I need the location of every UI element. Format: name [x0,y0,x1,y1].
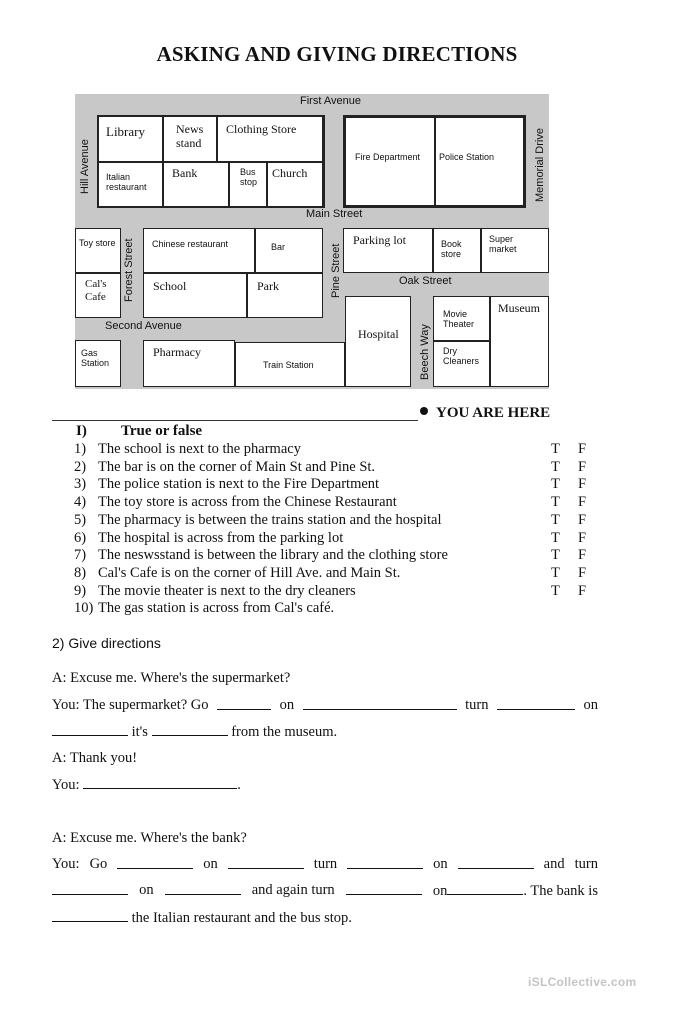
hill-avenue-label: Hill Avenue [79,139,91,194]
blank-input[interactable] [52,909,128,922]
gas-station-label: Gas Station [81,348,110,369]
blank-input[interactable] [52,882,128,895]
tf-question-row [74,547,448,564]
police-station-label: Police Station [439,152,495,162]
blank-input[interactable] [152,723,228,736]
bar [255,228,323,273]
section-true-false-heading [76,423,202,440]
chinese-restaurant [143,228,255,273]
clothing-store-label: Clothing Store [226,122,297,136]
question-text: The gas station is across from Cal's café. [98,600,335,616]
dialogue1-line3 [52,776,241,794]
dialogue2-line1 [52,856,598,873]
question-number: 3) [74,476,87,492]
true-option[interactable]: T [551,476,560,492]
question-number: 1) [74,441,87,457]
blank-input[interactable] [117,856,193,869]
d1-l1-text: on [583,697,598,713]
true-option[interactable]: T [551,512,560,528]
blank-input[interactable] [346,882,422,895]
library-label: Library [106,124,145,139]
question-text: The toy store is across from the Chinese Restaurant [98,494,397,510]
dialogue1-line1 [52,697,598,714]
dry-cleaners-label: Dry Cleaners [443,346,480,367]
question-number: 7) [74,547,87,563]
second-avenue-label: Second Avenue [105,320,182,332]
church-label: Church [272,166,308,180]
d1-l2-text: it's [131,724,148,740]
tf-question-row [74,441,301,458]
question-text: The movie theater is next to the dry cleaners [98,583,356,599]
dialogue2-line3 [52,909,352,927]
tf-question-row [74,476,379,493]
book-store-label: Book store [441,239,462,260]
false-option[interactable]: F [578,512,587,528]
first-avenue-label: First Avenue [300,95,361,107]
chinese-restaurant-label: Chinese restaurant [152,239,229,249]
bar-label: Bar [271,242,286,252]
question-number: 5) [74,512,87,528]
parking-lot-label: Parking lot [353,233,406,247]
blank-input[interactable] [228,856,304,869]
question-text: The school is next to the pharmacy [98,441,301,457]
cals-cafe-label: Cal's Cafe [85,278,107,303]
question-number: 9) [74,583,87,599]
beech-way-label: Beech Way [419,324,431,380]
d1-l3-text: You: [52,777,80,793]
blank-input[interactable] [217,697,271,710]
d2-l2-text: and again turn [251,882,335,898]
d1-l2-text: from the museum. [231,724,338,740]
italian-restaurant-label: Italian restaurant [106,172,147,193]
tf-question-row [74,459,375,476]
toy-store [75,228,121,273]
false-option[interactable]: F [578,583,587,599]
false-option[interactable]: F [578,441,587,457]
train-station-label: Train Station [263,360,314,370]
you-are-here-label: YOU ARE HERE [436,405,551,421]
d1-l1-text: turn [465,697,489,713]
blank-input[interactable] [165,882,241,895]
blank-input[interactable] [347,856,423,869]
d2-l1-text: turn [313,856,338,872]
watermark: iSLCollective.com [528,975,637,989]
tf-question-row [74,600,334,617]
question-text: The bar is on the corner of Main St and Pine St. [98,459,376,475]
d2-l2-text: on [432,883,448,899]
tf-question-row [74,512,441,529]
tf-options [551,583,605,600]
d1-l1-text: on [279,697,295,713]
d2-l1-text: on [433,856,448,872]
d2-l2-text: . The bank is [523,883,598,899]
memorial-drive-label: Memorial Drive [534,128,546,202]
false-option[interactable]: F [578,565,587,581]
question-text: The neswsstand is between the library and the clothing store [98,547,448,563]
tf-options [551,565,605,582]
pharmacy-label: Pharmacy [153,345,201,359]
dialogue1-line2 [52,723,337,741]
question-number: 4) [74,494,87,510]
section-give-directions-heading: 2) Give directions [52,635,161,651]
question-number: 10) [74,600,94,616]
park-label: Park [257,279,279,293]
d1-l3-text: . [237,777,241,793]
true-option[interactable]: T [551,441,560,457]
false-option[interactable]: F [578,494,587,510]
true-option[interactable]: T [551,583,560,599]
movie-theater-label: Movie Theater [443,309,475,330]
dot-icon [420,407,428,415]
section-heading-text: True or false [121,423,203,439]
dialogue1-question: A: Excuse me. Where's the supermarket? [52,670,291,686]
news-stand-label: News stand [176,122,204,150]
tf-options [551,441,605,458]
false-option[interactable]: F [578,530,587,546]
hospital-label: Hospital [358,327,399,341]
tf-options [551,547,605,564]
blank-input[interactable] [458,856,534,869]
bank-label: Bank [172,166,198,180]
blank-input[interactable] [52,723,128,736]
question-text: The police station is next to the Fire Department [98,476,380,492]
tf-options [551,512,605,529]
false-option[interactable]: F [578,459,587,475]
d2-l1-text: You: [52,856,80,872]
false-option[interactable]: F [578,476,587,492]
school-label: School [153,279,187,293]
question-text: Cal's Cafe is on the corner of Hill Ave. and Main St. [98,565,401,581]
true-option[interactable]: T [551,459,560,475]
dialogue2-question: A: Excuse me. Where's the bank? [52,830,247,846]
tf-options [551,476,605,493]
d2-l3-text: the Italian restaurant and the bus stop. [131,910,352,926]
section-number: I) [76,423,87,439]
tf-question-row [74,583,356,600]
bus-stop-label: Bus stop [240,167,258,188]
divider-line [52,420,418,421]
false-option[interactable]: F [578,547,587,563]
d2-l1-text: on [203,856,218,872]
question-number: 8) [74,565,87,581]
blank-input[interactable] [447,882,523,895]
toy-store-label: Toy store [79,238,116,248]
d2-l1-text: and [543,856,565,872]
blank-input[interactable] [303,697,457,710]
true-option[interactable]: T [551,530,560,546]
true-option[interactable]: T [551,565,560,581]
museum-label: Museum [498,301,540,315]
forest-street-label: Forest Street [123,238,135,302]
street-map [75,94,549,389]
question-number: 2) [74,459,87,475]
page-title: ASKING AND GIVING DIRECTIONS [156,42,518,66]
question-text: The hospital is across from the parking lot [98,530,344,546]
true-option[interactable]: T [551,494,560,510]
true-option[interactable]: T [551,547,560,563]
blank-input[interactable] [83,776,237,789]
d2-l1-text: Go [89,856,108,872]
tf-options [551,494,605,511]
tf-options [551,530,605,547]
d2-l2-text: on [139,882,154,898]
d1-l1-text: You: The supermarket? Go [52,697,209,713]
dialogue2-line2 [52,882,598,900]
tf-options [551,459,605,476]
blank-input[interactable] [497,697,575,710]
tf-question-row [74,530,343,547]
pine-street-label: Pine Street [330,243,342,298]
question-number: 6) [74,530,87,546]
tf-question-row [74,565,400,582]
d2-l1-text: turn [574,856,598,872]
main-street-label: Main Street [306,208,363,220]
fire-department-label: Fire Department [355,152,421,162]
oak-street-label: Oak Street [399,275,452,287]
supermarket-label: Super market [489,234,517,255]
question-text: The pharmacy is between the trains station and the hospital [98,512,442,528]
dialogue1-thanks: A: Thank you! [52,750,138,766]
you-are-here-marker [420,405,550,422]
tf-question-row [74,494,397,511]
